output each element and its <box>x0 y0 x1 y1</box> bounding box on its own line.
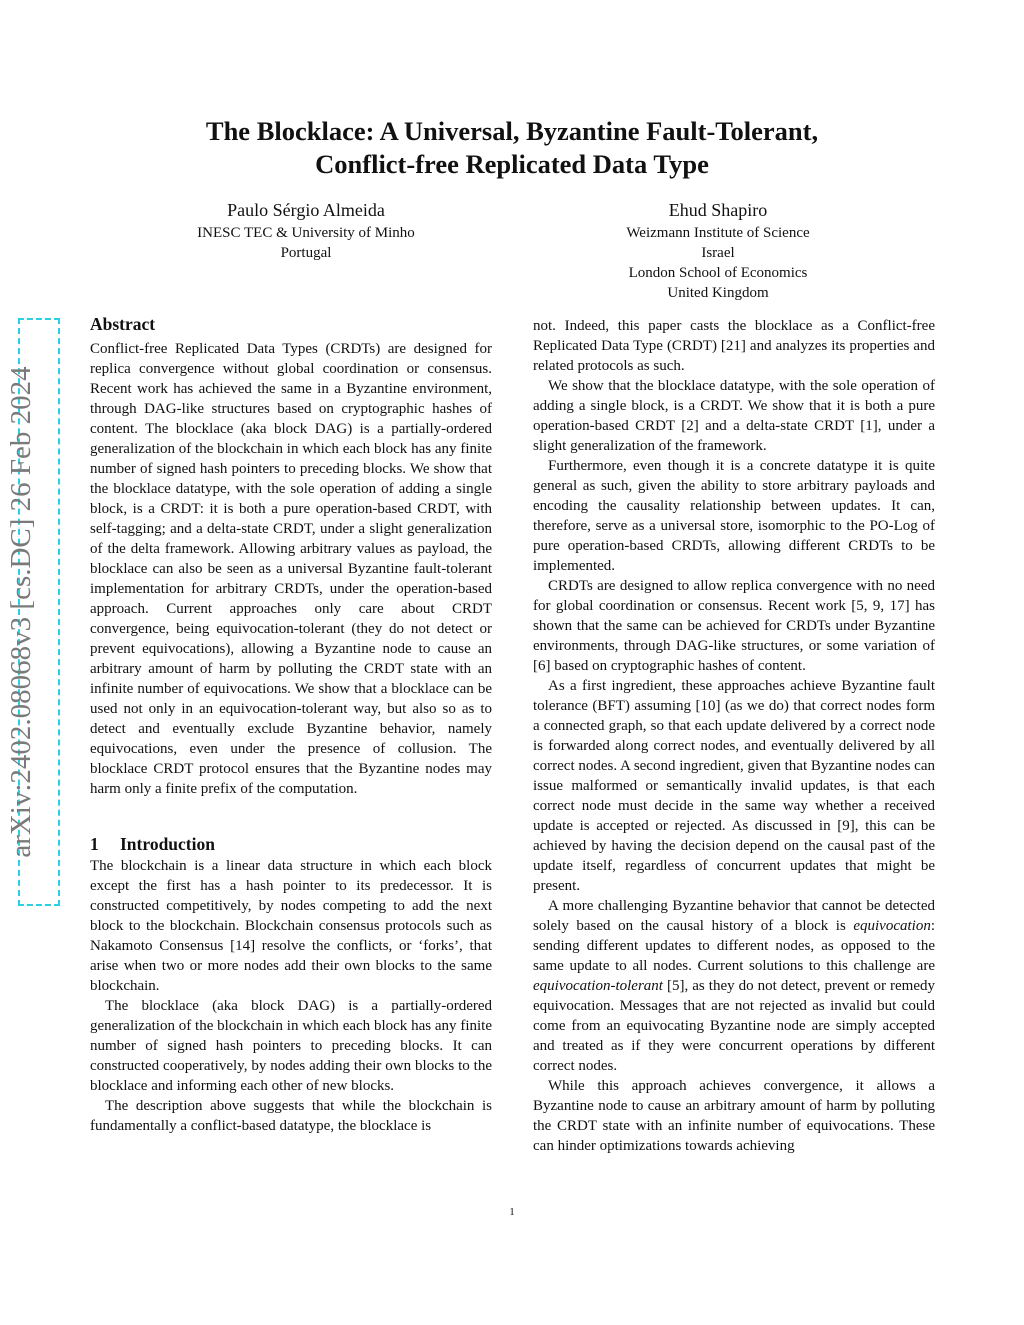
author-affiliation: Israel <box>701 245 735 261</box>
introduction-heading <box>90 833 492 855</box>
intro-paragraph-1: The blockchain is a linear data structure in which each block except the first has a hash pointer to its predecessor. It is constructed competitively, by nodes competing to add the next block to the blockchain. Blockchain consensus protocols such as Nakamoto Consensus [14] resolve the conflicts, or ‘forks’, that arise when two or more nodes add their own blocks to the same blockchain. <box>90 858 492 994</box>
author-affiliation: Weizmann Institute of Science <box>626 225 810 241</box>
text-run: A more challenging Byzantine behavior that cannot be detected solely based on the causal history of a block is <box>533 898 935 934</box>
body-paragraph-6 <box>533 896 935 1076</box>
emphasis-equivocation-tolerant: equivocation-tolerant <box>533 978 663 994</box>
intro-paragraph-2: The blocklace (aka block DAG) is a partially-ordered generalization of the blockchain in which each block has any finite number of signed hash pointers to preceding blocks. It can constructed cooperatively, by nodes adding their own blocks to the blocklace and informing each other of new blocks. <box>90 998 492 1094</box>
paper-title <box>120 115 904 181</box>
emphasis-equivocation: equivocation <box>853 918 931 934</box>
author-block-1 <box>156 198 456 263</box>
page-number: 1 <box>509 1206 515 1218</box>
body-paragraph-1: not. Indeed, this paper casts the blocklace as a Conflict-free Replicated Data Type (CRDT) [21] and analyzes its properties and related protocols as such. <box>533 318 935 374</box>
author-affiliation: INESC TEC & University of Minho <box>197 225 415 241</box>
body-paragraph-2: We show that the blocklace datatype, with the sole operation of adding a single block, is a CRDT. We show that it is both a pure operation-based CRDT [2] and a delta-state CRDT [1], under a slight generalization of the framework. <box>533 378 935 454</box>
section-number: 1 <box>90 834 99 854</box>
paper-title-line-1: The Blocklace: A Universal, Byzantine Fault-Tolerant, <box>205 116 819 146</box>
text-run: [5], as they do not detect, prevent or remedy equivocation. Messages that are not rejected as invalid but could come from an equivocating Byzantine node are simply accepted and treated as if they were concurrent operations by different correct nodes. <box>533 978 935 1074</box>
text-run: : sending different updates to different nodes, as opposed to the same update to all nodes. Current solutions to this challenge are <box>533 918 935 974</box>
body-paragraph-7: While this approach achieves convergence, it allows a Byzantine node to cause an arbitrary amount of harm by polluting the CRDT state with an infinite number of equivocations. These can hinder optimizations towards achieving <box>533 1078 935 1154</box>
author-name: Ehud Shapiro <box>668 200 768 220</box>
author-name: Paulo Sérgio Almeida <box>227 200 385 220</box>
left-column <box>90 313 492 1136</box>
section-title: Introduction <box>120 834 215 854</box>
intro-paragraph-3: The description above suggests that while the blockchain is fundamentally a conflict-based datatype, the blocklace is <box>90 1098 492 1134</box>
abstract-heading: Abstract <box>90 314 156 334</box>
arxiv-stamp: arXiv:2402.08068v3 [cs.DC] 26 Feb 2024 <box>5 366 37 858</box>
abstract-text: Conflict-free Replicated Data Types (CRDTs) are designed for replica convergence without global coordination or consensus. Recent work has achieved the same in a Byzantine environment, through DAG-like structures based on cryptographic hashes of content. The blocklace (aka block DAG) is a partially-ordered generalization of the blockchain in which each block has any finite number of signed hash pointers to preceding blocks. We show that the blocklace datatype, with the sole operation of adding a single block, is a CRDT: it is both a pure operation-based CRDT, with self-tagging; and a delta-state CRDT, under a slight generalization of the delta framework. Allowing arbitrary values as payload, the blocklace can also be seen as a universal Byzantine fault-tolerant implementation for arbitrary CRDTs, under the operation-based approach. Current approaches only care about CRDT convergence, being equivocation-tolerant (they do not detect or prevent equivocations), allowing a Byzantine node to cause an arbitrary amount of harm by polluting the CRDT state with an infinite number of equivocations. We show that a blocklace can be used not only in an equivocation-tolerant way, but also so as to detect and eventually exclude Byzantine behavior, namely equivocations, even under the presence of collusion. The blocklace CRDT protocol ensures that the Byzantine nodes may harm only a finite prefix of the computation. <box>90 341 492 797</box>
body-paragraph-4: CRDTs are designed to allow replica convergence with no need for global coordination or consensus. Recent work [5, 9, 17] has shown that the same can be achieved for CRDTs under Byzantine environments, through DAG-like structures, or some variation of [6] based on cryptographic hashes of content. <box>533 578 935 674</box>
body-paragraph-5: As a first ingredient, these approaches achieve Byzantine fault tolerance (BFT) assuming [10] (as we do) that correct nodes form a connected graph, so that each update delivered by a correct node is forwarded along correct nodes, and eventually delivered by all correct nodes. A second ingredient, given that Byzantine nodes can issue malformed or semantically invalid updates, is that each correct node must decide in the same way whether a received update is accepted or rejected. As discussed in [9], this can be achieved by having the decision depend on the causal past of the update itself, regardless of concurrent updates that might be present. <box>533 678 935 894</box>
body-paragraph-3: Furthermore, even though it is a concrete datatype it is quite general as such, given the ability to store arbitrary payloads and encoding the causality relationship between updates. It can, therefore, serve as a universal store, isomorphic to the PO-Log of pure operation-based CRDTs, allowing different CRDTs to be implemented. <box>533 458 935 574</box>
author-affiliation: United Kingdom <box>667 285 769 301</box>
author-block-2 <box>568 198 868 303</box>
paper-title-line-2: Conflict-free Replicated Data Type <box>315 149 709 179</box>
right-column <box>533 316 935 1156</box>
author-affiliation: London School of Economics <box>628 265 808 281</box>
author-affiliation: Portugal <box>280 245 332 261</box>
